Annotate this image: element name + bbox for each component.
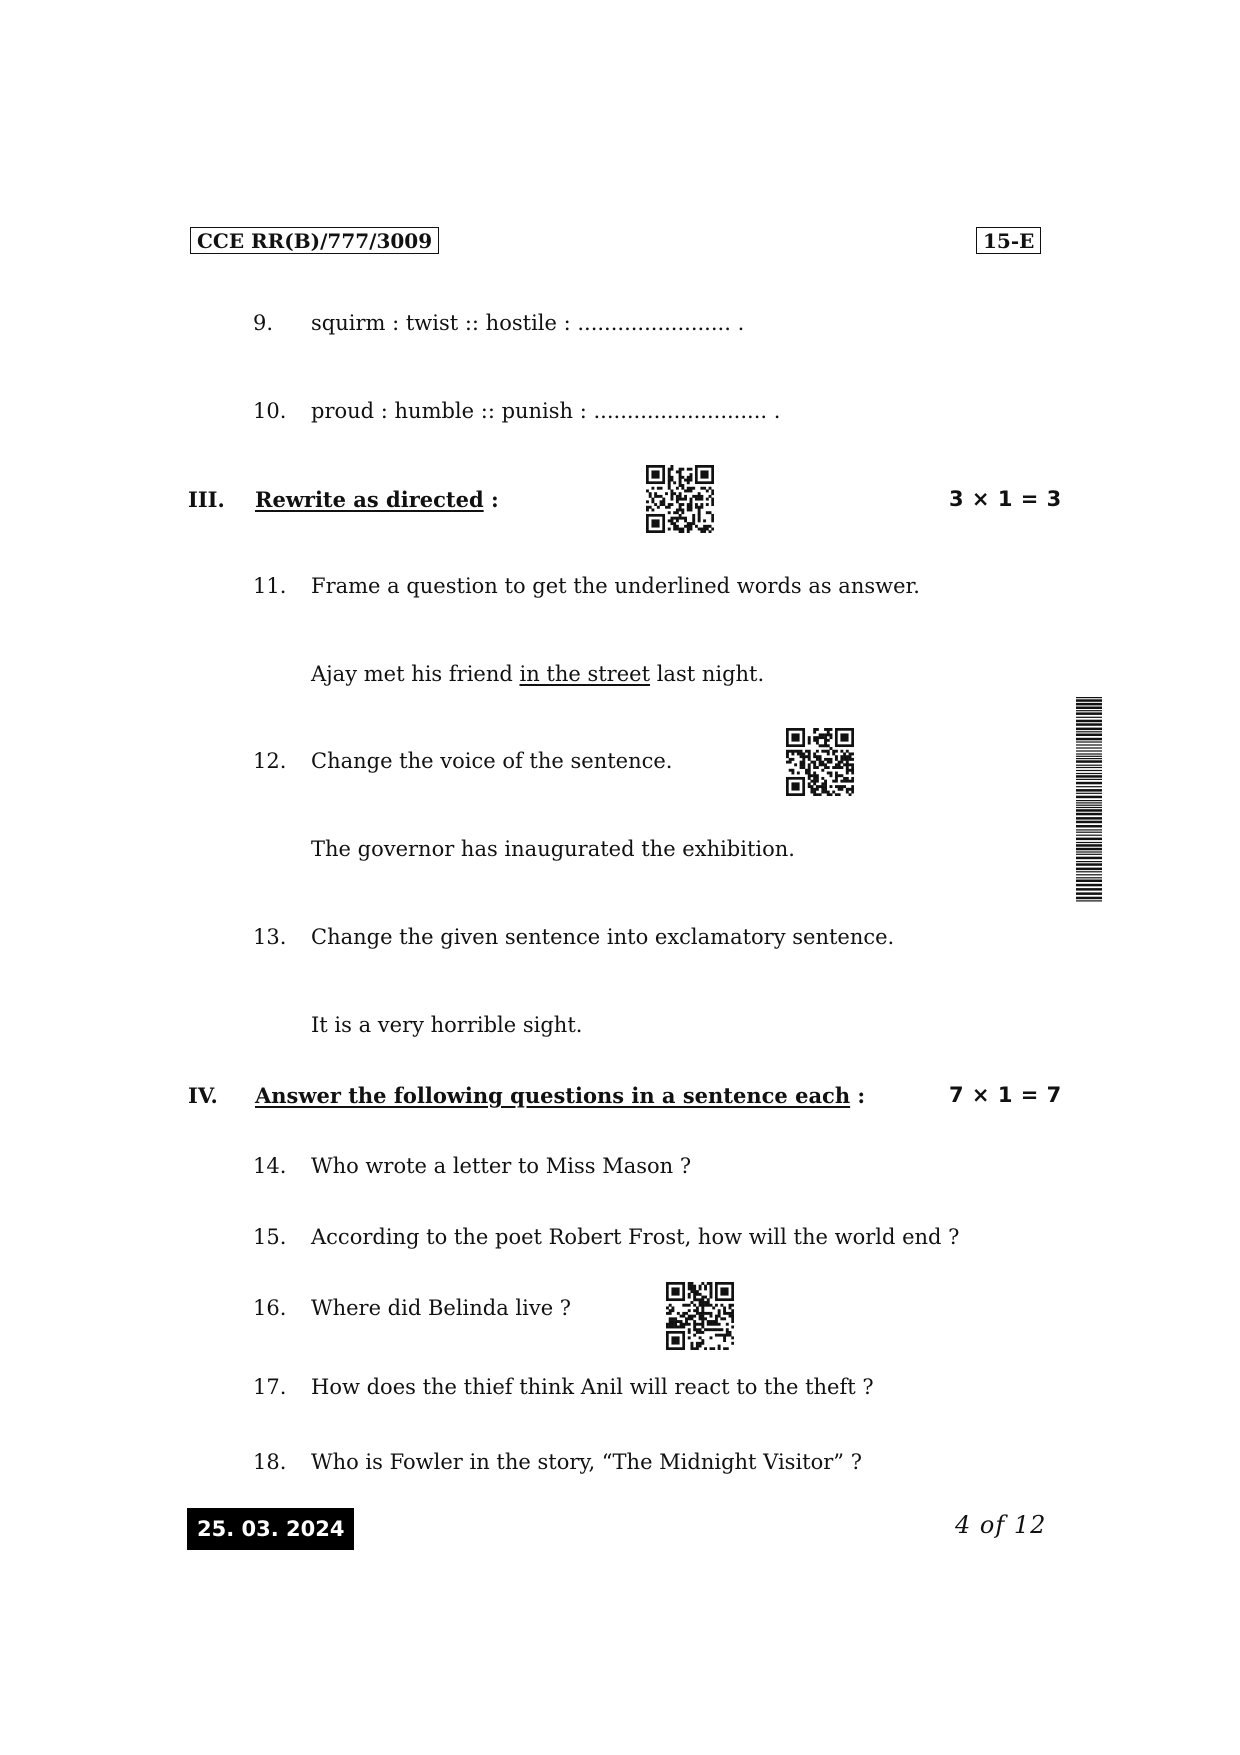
question-number: 11.	[253, 574, 287, 598]
question-example: Ajay met his friend in the street last night.	[311, 662, 765, 686]
question-number: 12.	[253, 749, 287, 773]
question-number: 13.	[253, 925, 287, 949]
exam-code: CCE RR(B)/777/3009	[190, 227, 439, 254]
underlined-words: in the street	[519, 662, 651, 686]
section-title: Answer the following questions in a sentence each :	[255, 1083, 866, 1108]
question-text: Who is Fowler in the story, “The Midnight Visitor” ?	[311, 1450, 862, 1474]
question-text: Where did Belinda live ?	[311, 1296, 572, 1320]
barcode-icon	[1076, 697, 1102, 903]
question-text: Frame a question to get the underlined words as answer.	[311, 574, 920, 598]
section-marks: 7 × 1 = 7	[949, 1083, 1062, 1107]
section-number: IV.	[188, 1083, 218, 1108]
question-text: Who wrote a letter to Miss Mason ?	[311, 1154, 692, 1178]
question-number: 10.	[253, 399, 287, 423]
qr-code-icon	[666, 1282, 734, 1350]
question-text: How does the thief think Anil will react to the theft ?	[311, 1375, 874, 1399]
question-number: 14.	[253, 1154, 287, 1178]
question-text: squirm : twist :: hostile : ....................... .	[311, 311, 745, 335]
question-number: 18.	[253, 1450, 287, 1474]
question-number: 15.	[253, 1225, 287, 1249]
question-text: proud : humble :: punish : .......................... .	[311, 399, 781, 423]
qr-code-icon	[646, 465, 714, 533]
question-text: According to the poet Robert Frost, how will the world end ?	[311, 1225, 960, 1249]
section-marks: 3 × 1 = 3	[949, 487, 1062, 511]
section-title: Rewrite as directed :	[255, 487, 499, 512]
question-text: Change the voice of the sentence.	[311, 749, 673, 773]
paper-version: 15-E	[976, 227, 1041, 254]
question-text: Change the given sentence into exclamatory sentence.	[311, 925, 895, 949]
question-number: 16.	[253, 1296, 287, 1320]
exam-date: 25. 03. 2024	[187, 1508, 354, 1550]
question-number: 9.	[253, 311, 274, 335]
page-number: 4 of 12	[955, 1511, 1047, 1539]
question-example: The governor has inaugurated the exhibition.	[311, 837, 795, 861]
question-number: 17.	[253, 1375, 287, 1399]
question-example: It is a very horrible sight.	[311, 1013, 583, 1037]
section-number: III.	[188, 487, 225, 512]
qr-code-icon	[786, 728, 854, 796]
